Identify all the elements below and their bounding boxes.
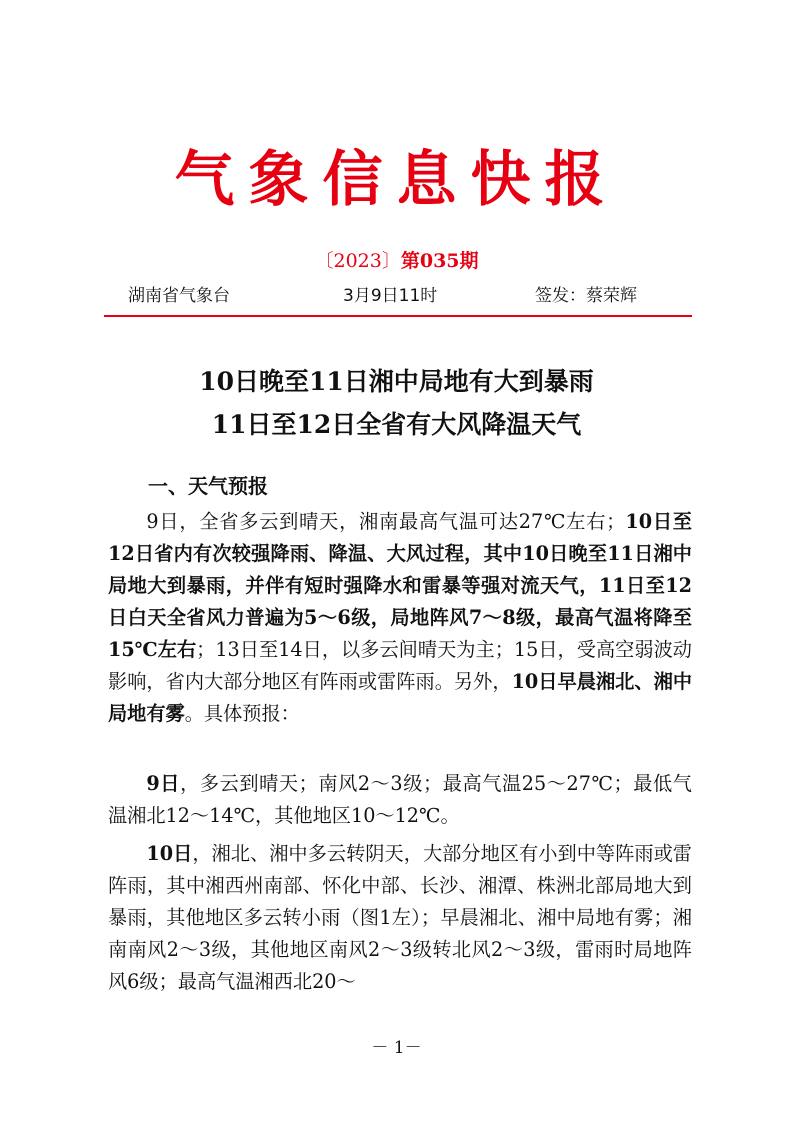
masthead-title: 气象信息快报: [174, 145, 619, 215]
paragraph-day-10: [108, 838, 692, 998]
issue-year: 〔2023〕: [314, 250, 401, 272]
day-9-label: 9日: [146, 772, 181, 795]
overview-sentence-2: ；13日至14日，以多云间晴天为主；15日，受高空弱波动影响，省内大部分地区有阵雨或雷阵雨。另外，: [108, 638, 692, 693]
day-10-label: 10日: [146, 842, 193, 865]
day-10-text: ，湘北、湘中多云转阴天，大部分地区有小到中等阵雨或雷阵雨，其中湘西州南部、怀化中部、长沙、湘潭、株洲北部局地大到暴雨，其他地区多云转小雨（图1左）；早晨湘北、湘中局地有雾；湘南南风2～3级，其他地区南风2～3级转北风2～3级，雷雨时局地阵风6级；最高气温湘西北20～: [108, 842, 692, 993]
issue-datetime: 3月9日11时: [343, 286, 438, 306]
page-number: － 1－: [371, 1038, 422, 1058]
overview-highlight-1: 10日至12日省内有次较强降雨、降温、大风过程，其中10日晚至11日湘中局地大到暴雨，并伴有短时强降水和雷暴等强对流天气，11日至12日白天全省风力普遍为5～6级，局地阵风7～8级，最高气温将降至15℃左右: [108, 510, 692, 661]
paragraph-day-9: [108, 768, 692, 832]
section-title-forecast: 一、天气预报: [148, 474, 268, 498]
headline-line-1: 10日晚至11日湘中局地有大到暴雨: [199, 367, 594, 396]
header-divider: [104, 315, 692, 317]
issuer: 签发：蔡荣辉: [535, 286, 637, 306]
headline-line-2: 11日至12日全省有大风降温天气: [211, 410, 582, 439]
issue-serial: 第035期: [400, 250, 479, 272]
paragraph-overview: [108, 506, 692, 730]
overview-sentence-3: 。具体预报：: [184, 702, 300, 725]
overview-highlight-2: 10日早晨湘北、湘中局地有雾: [108, 670, 693, 725]
day-9-text: ，多云到晴天；南风2～3级；最高气温25～27℃；最低气温湘北12～14℃，其他地区10～12℃。: [108, 772, 692, 827]
issue-number: [0, 252, 793, 271]
overview-sentence-1: 9日，全省多云到晴天，湘南最高气温可达27℃左右；: [146, 510, 626, 533]
issuing-organization: 湖南省气象台: [128, 286, 230, 306]
